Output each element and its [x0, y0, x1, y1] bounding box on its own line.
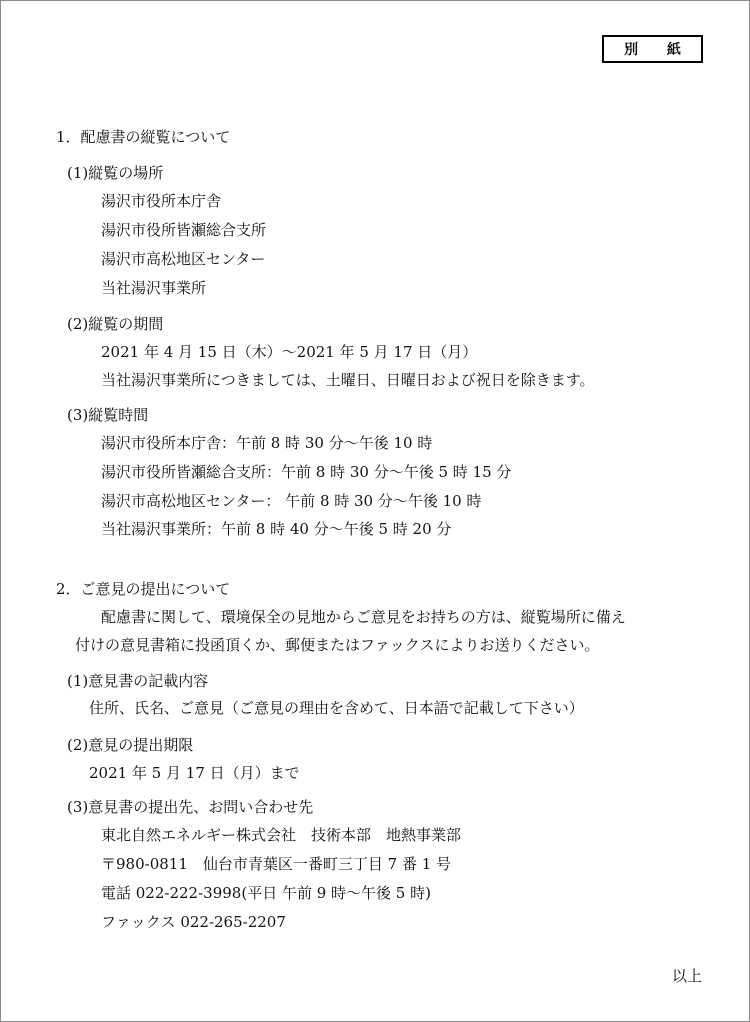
location-item: 湯沢市役所本庁舎	[101, 192, 222, 210]
hours-item: 湯沢市高松地区センター： 午前 8 時 30 分～午後 10 時	[101, 492, 482, 510]
location-item: 湯沢市高松地区センター	[101, 250, 266, 268]
contact-organization: 東北自然エネルギー株式会社 技術本部 地熱事業部	[101, 826, 462, 844]
hours-item: 湯沢市役所皆瀬総合支所：午前 8 時 30 分～午後 5 時 15 分	[101, 463, 512, 481]
location-item: 当社湯沢事業所	[101, 279, 207, 297]
hours-item: 当社湯沢事業所：午前 8 時 40 分～午後 5 時 20 分	[101, 520, 452, 538]
section1-sub3-heading: (3)縦覧時間	[67, 406, 149, 424]
section1-heading: 1．配慮書の縦覧について	[56, 128, 231, 146]
inspection-period-note: 当社湯沢事業所につきましては、土曜日、日曜日および祝日を除きます。	[101, 371, 595, 389]
opinion-contents: 住所、氏名、ご意見（ご意見の理由を含めて、日本語で記載して下さい）	[89, 699, 584, 717]
section2-heading: 2．ご意見の提出について	[56, 580, 231, 598]
section1-sub2-heading: (2)縦覧の期間	[67, 315, 164, 333]
location-item: 湯沢市役所皆瀬総合支所	[101, 221, 267, 239]
contact-fax: ファックス 022-265-2207	[101, 913, 286, 931]
section2-intro-line2: 付けの意見書箱に投函頂くか、郵便またはファックスによりお送りください。	[75, 636, 600, 654]
section2-intro-line1: 配慮書に関して、環境保全の見地からご意見をお持ちの方は、縦覧場所に備え	[101, 608, 626, 626]
section2-sub1-heading: (1)意見書の記載内容	[67, 672, 209, 690]
contact-address: 〒980-0811 仙台市青葉区一番町三丁目 7 番 1 号	[101, 855, 452, 873]
hours-item: 湯沢市役所本庁舎：午前 8 時 30 分～午後 10 時	[101, 434, 433, 452]
section2-sub3-heading: (3)意見書の提出先、お問い合わせ先	[67, 798, 314, 816]
section2-sub2-heading: (2)意見の提出期限	[67, 736, 194, 754]
submission-deadline: 2021 年 5 月 17 日（月）まで	[89, 764, 300, 782]
section1-sub1-heading: (1)縦覧の場所	[67, 164, 164, 182]
inspection-period: 2021 年 4 月 15 日（木）～2021 年 5 月 17 日（月）	[101, 343, 478, 361]
attachment-label: 別 紙	[602, 35, 703, 63]
closing-mark: 以上	[671, 967, 702, 985]
contact-phone: 電話 022-222-3998(平日 午前 9 時～午後 5 時)	[101, 884, 431, 902]
